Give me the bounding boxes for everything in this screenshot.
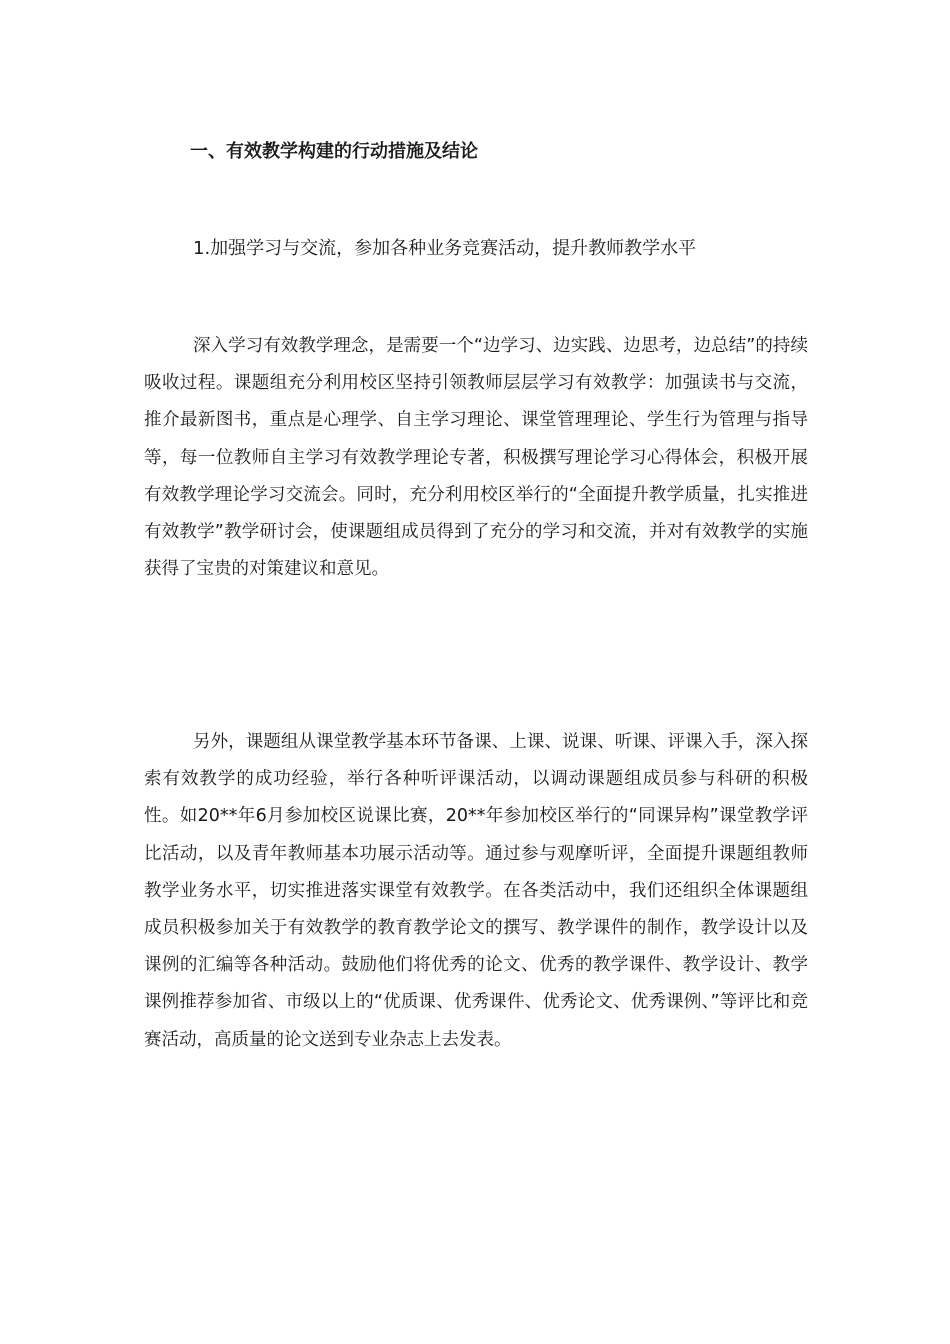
body-paragraph-1: 深入学习有效教学理念，是需要一个“边学习、边实践、边思考，边总结”的持续吸收过程。课题组充分利用校区坚持引领教师层层学习有效教学：加强读书与交流，推介最新图书，重点是心理学、自主学习理论、课堂管理理论、学生行为管理与指导等，每一位教师自主学习有效教学理论专著，积极撰写理论学习心得体会，积极开展有效教学理论学习交流会。同时，充分利用校区举行的“全面提升教学质量，扎实推进有效教学”教学研讨会，使课题组成员得到了充分的学习和交流，并对有效教学的实施获得了宝贵的对策建议和意见。 bbox=[144, 336, 808, 580]
section-heading: 一、有效教学构建的行动措施及结论 bbox=[190, 141, 478, 162]
body-paragraph-2: 另外，课题组从课堂教学基本环节备课、上课、说课、听课、评课入手，深入探索有效教学的成功经验，举行各种听评课活动，以调动课题组成员参与科研的积极性。如20**年6月参加校区说课比赛，20**年参加校区举行的“同课异构”课堂教学评比活动，以及青年教师基本功展示活动等。通过参与观摩听评，全面提升课题组教师教学业务水平，切实推进落实课堂有效教学。在各类活动中，我们还组织全体课题组成员积极参加关于有效教学的教育教学论文的撰写、教学课件的制作，教学设计以及课例的汇编等各种活动。鼓励他们将优秀的论文、优秀的教学课件、教学设计、教学课例推荐参加省、市级以上的“优质课、优秀课件、优秀论文、优秀课例、”等评比和竞赛活动，高质量的论文送到专业杂志上去发表。 bbox=[144, 732, 808, 1050]
subsection-heading: 1.加强学习与交流，参加各种业务竞赛活动，提升教师教学水平 bbox=[193, 238, 697, 259]
